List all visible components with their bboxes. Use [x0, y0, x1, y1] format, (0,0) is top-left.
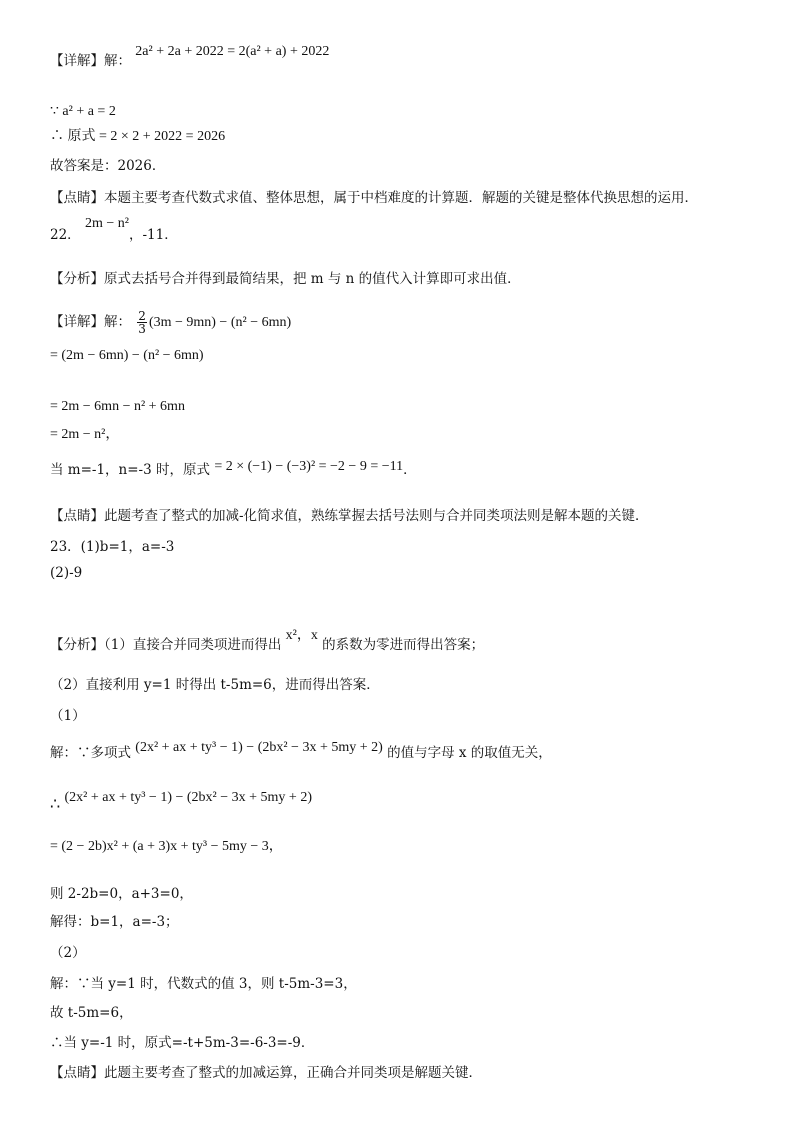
text: 的系数为零进而得出答案；	[322, 637, 485, 653]
text: ，-11．	[128, 227, 178, 243]
comment-line	[50, 1064, 482, 1082]
analysis-tag: 【分析】	[50, 271, 104, 287]
math-line: = 2m − n²，	[50, 427, 120, 442]
question-number: 22．	[50, 227, 81, 243]
answer-line: 故答案是：2026．	[50, 158, 166, 174]
text: 解：	[104, 53, 131, 69]
math-line	[50, 787, 312, 813]
text: （1）直接合并同类项进而得出	[104, 637, 282, 653]
solution-line: ∴当 y=-1 时，原式=-t+5m-3=-6-3=-9．	[50, 1035, 315, 1051]
analysis-line	[50, 628, 485, 655]
math-expression: 2a² + 2a + 2022 = 2(a² + a) + 2022	[135, 44, 330, 59]
solution-line: 解：∵当 y=1 时，代数式的值 3，则 t-5m-3=3，	[50, 976, 357, 992]
therefore-symbol: ∴	[50, 794, 61, 813]
text: 解：	[104, 314, 131, 330]
math-expression: (2x² + ax + ty³ − 1) − (2bx² − 3x + 5my + 2)	[135, 740, 383, 755]
question-23-answer: 23．(1)b=1，a=-3	[50, 539, 175, 555]
solution-line	[50, 740, 552, 763]
comment-text: 此题主要考查了整式的加减运算，正确合并同类项是解题关键．	[104, 1065, 482, 1081]
analysis-line-2: （2）直接利用 y=1 时得出 t-5m=6，进而得出答案．	[50, 677, 380, 693]
math-expression: (2x² + ax + ty³ − 1) − (2bx² − 3x + 5my + 2)	[64, 790, 312, 805]
math-expression: x²，x	[285, 628, 318, 643]
equation-line: 则 2-2b=0，a+3=0，	[50, 886, 193, 902]
comment-line	[50, 507, 649, 525]
comment-tag: 【点睛】	[50, 508, 104, 524]
part-label: （1）	[50, 708, 86, 724]
detail-tag: 【详解】	[50, 53, 104, 69]
solution-line	[50, 310, 291, 335]
detail-tag: 【详解】	[50, 314, 104, 330]
question-22-answer	[50, 216, 178, 245]
math-expression: (3m − 9mn) − (n² − 6mn)	[148, 315, 292, 330]
math-line: = (2 − 2b)x² + (a + 3)x + ty³ − 5my − 3，	[50, 839, 283, 854]
math-expression: = 2 × (−1) − (−3)² = −2 − 9 = −11	[214, 459, 404, 474]
analysis-tag: 【分析】	[50, 637, 104, 653]
text: 的值与字母 x 的取值无关，	[387, 745, 552, 761]
substitution-line	[50, 461, 417, 480]
comment-line	[50, 189, 698, 207]
math-line: ∵ a² + a = 2	[50, 104, 116, 119]
math-line: = (2m − 6mn) − (n² − 6mn)	[50, 348, 204, 363]
comment-text: 此题考查了整式的加减-化简求值，熟练掌握去括号法则与合并同类项法则是解本题的关键．	[104, 508, 649, 524]
text: 解：∵多项式	[50, 745, 131, 761]
question-23-answer-2: (2)-9	[50, 565, 83, 581]
text: ．	[403, 462, 417, 478]
solution-line	[50, 44, 330, 71]
result-line: 解得：b=1，a=-3；	[50, 914, 179, 930]
comment-text: 本题主要考查代数式求值、整体思想，属于中档难度的计算题．解题的关键是整体代换思想的运用．	[104, 190, 698, 206]
numerator: 2	[138, 309, 146, 323]
analysis-line	[50, 270, 521, 288]
solution-line: 故 t-5m=6，	[50, 1005, 133, 1021]
denominator: 3	[138, 322, 146, 336]
math-line: ∴ 原式 = 2 × 2 + 2022 = 2026	[50, 129, 226, 144]
math-expression: 2m − n²	[84, 216, 129, 231]
part-label: （2）	[50, 945, 86, 961]
analysis-text: 原式去括号合并得到最简结果，把 m 与 n 的值代入计算即可求出值．	[104, 271, 521, 287]
fraction	[137, 310, 147, 335]
math-line: = 2m − 6mn − n² + 6mn	[50, 399, 185, 414]
comment-tag: 【点睛】	[50, 190, 104, 206]
comment-tag: 【点睛】	[50, 1065, 104, 1081]
text: 当 m=-1，n=-3 时，原式	[50, 462, 211, 478]
